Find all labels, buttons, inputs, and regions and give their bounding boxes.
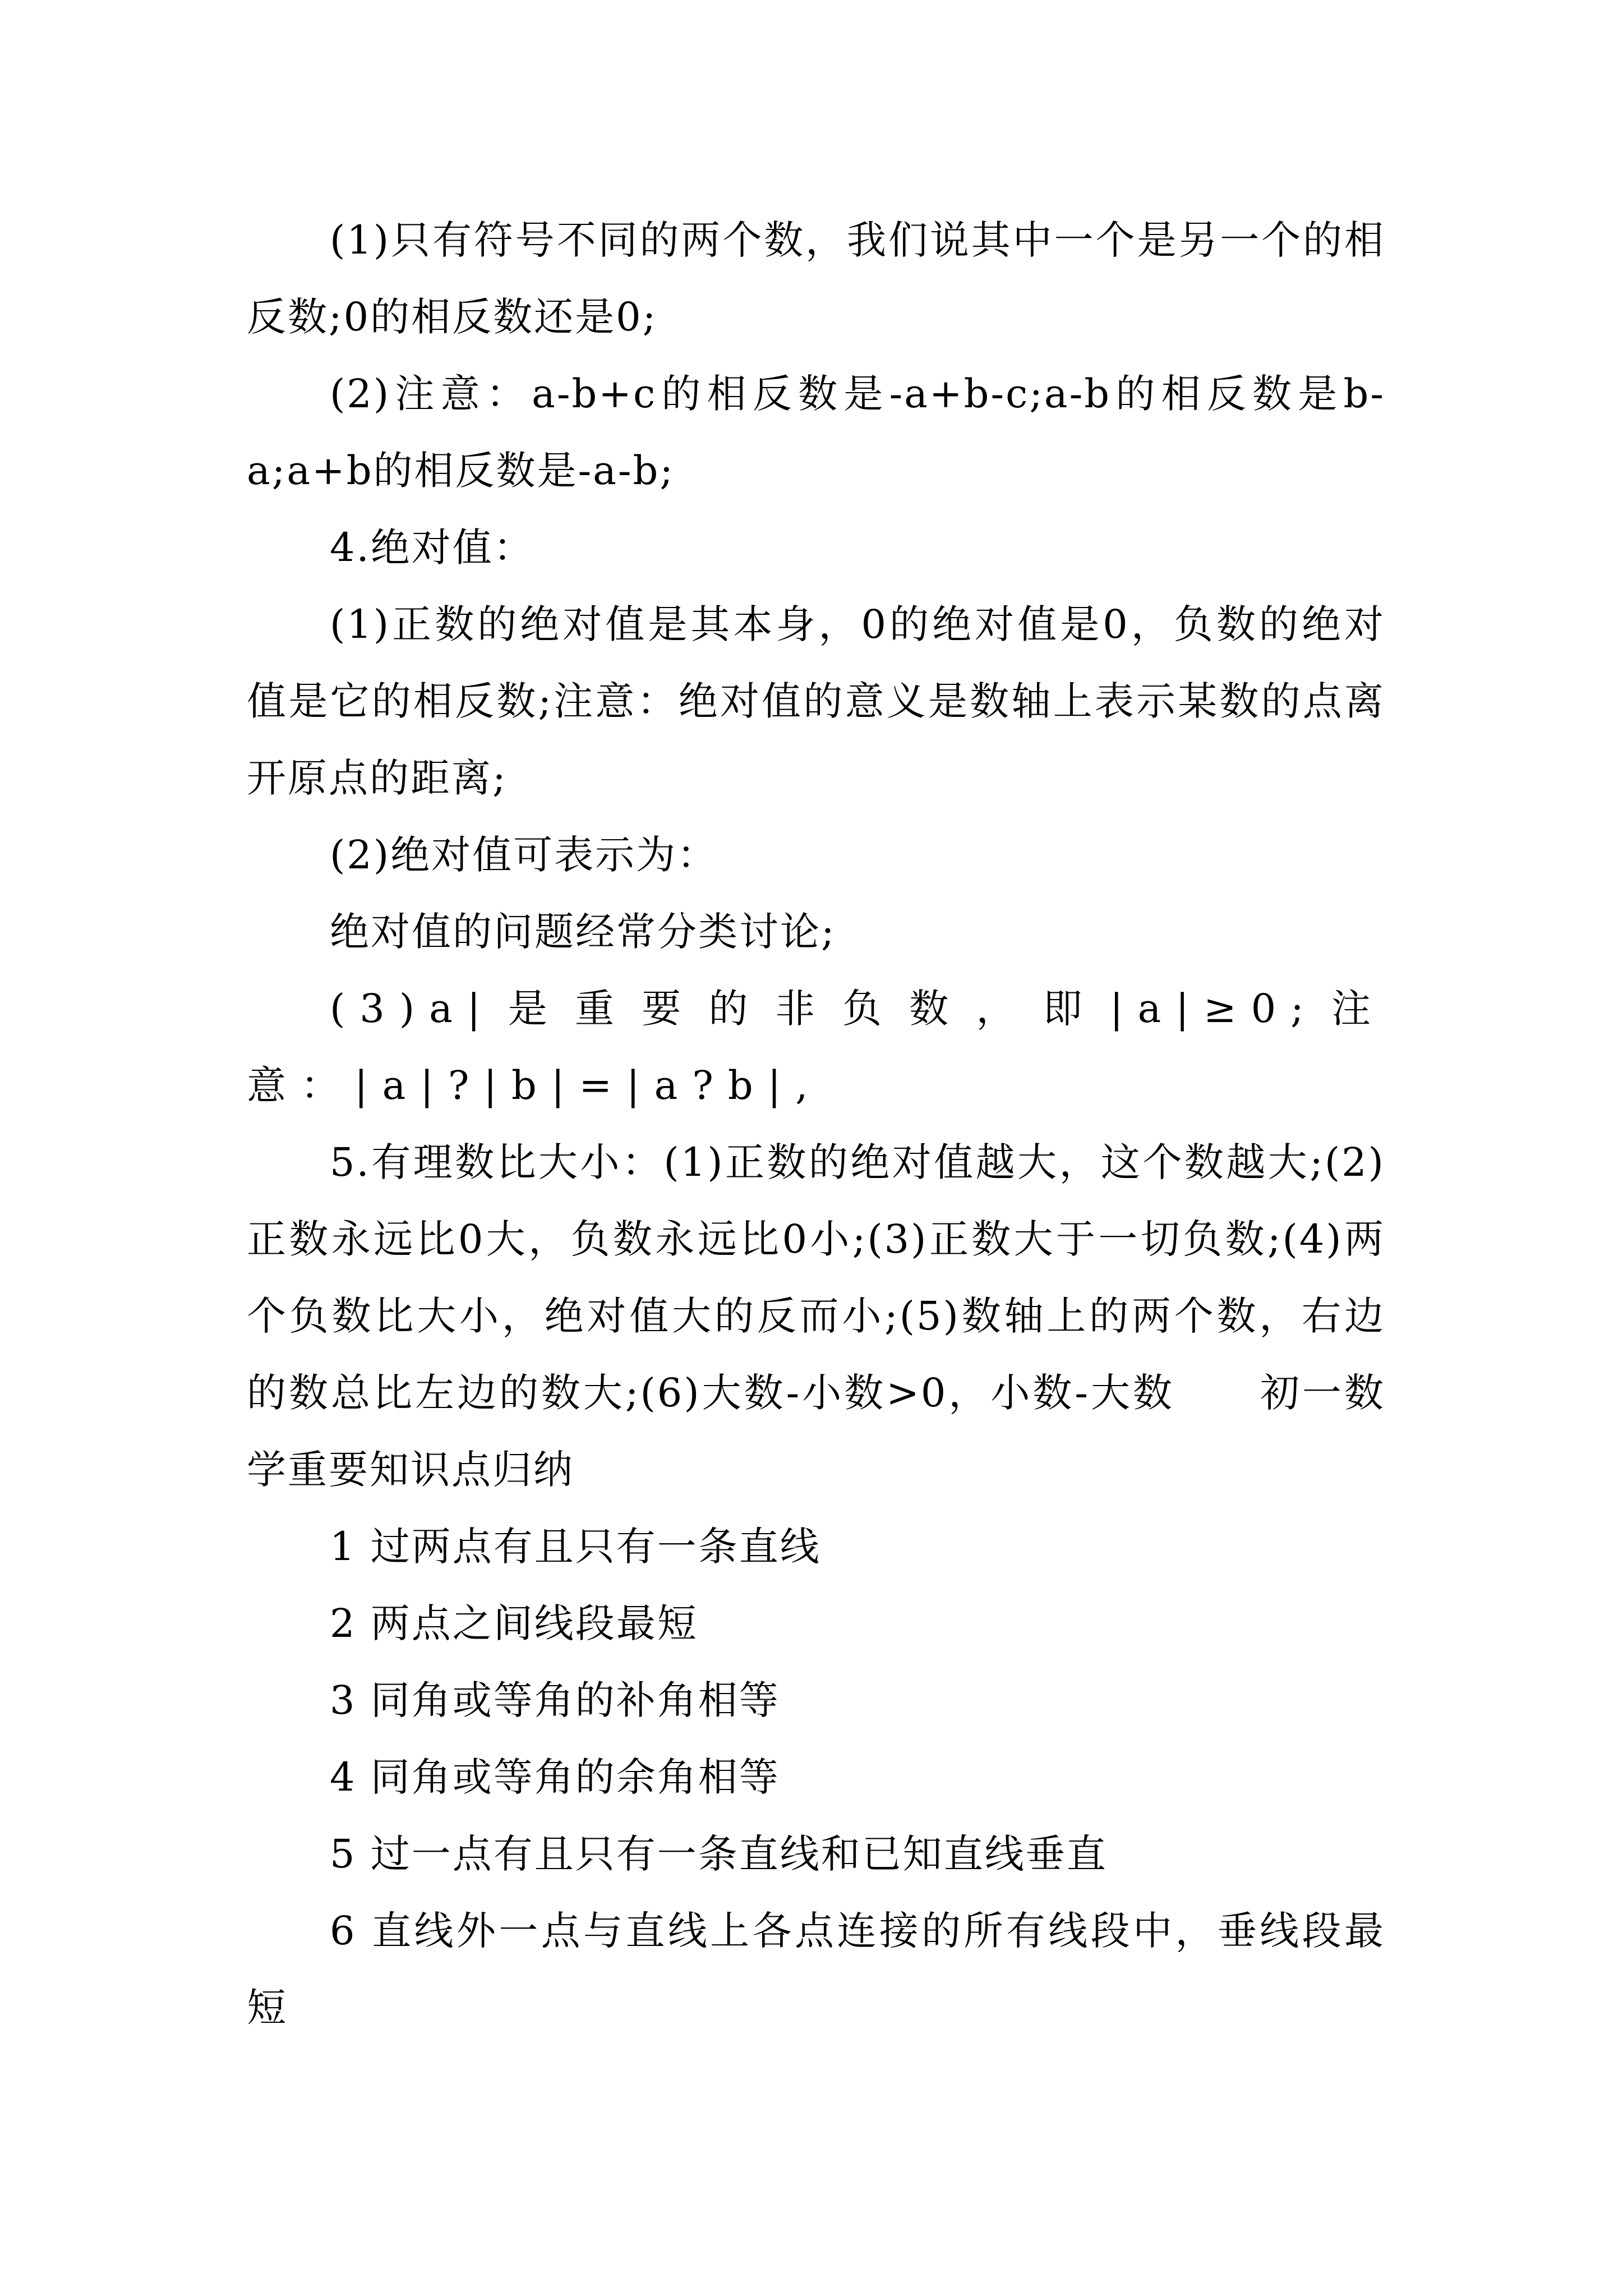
list-item-3: 3 同角或等角的补角相等	[330, 1677, 780, 1723]
paragraph-opposite-number-note: (2)注意：a-b+c的相反数是-a+b-c;a-b的相反数是b-a;a+b的相反数是-a-b;	[247, 371, 1385, 494]
list-item-6: 6 直线外一点与直线上各点连接的所有线段中，垂线段最短	[247, 1908, 1385, 2031]
paragraph-rational-compare	[247, 1124, 1385, 1508]
list-item-4: 4 同角或等角的余角相等	[330, 1754, 780, 1800]
paragraph-absolute-value-nonnegative	[247, 970, 1385, 1124]
paragraph-opposite-number-definition: (1)只有符号不同的两个数，我们说其中一个是另一个的相反数;0的相反数还是0;	[247, 217, 1385, 340]
document-body	[247, 202, 1385, 2046]
list-item-1: 1 过两点有且只有一条直线	[330, 1524, 821, 1570]
paragraph-absolute-value-expression: (2)绝对值可表示为：	[330, 832, 718, 878]
section-heading-key-points: 初一数学重要知识点归纳	[247, 1370, 1386, 1493]
rational-compare-text: 5.有理数比大小：(1)正数的绝对值越大，这个数越大;(2)正数永远比0大，负数永远比0小;(3)正数大于一切负数;(4)两个负数比大小，绝对值大的反而小;(5)数轴上的两个数，右边的数总比左边的数大;(6)大数-小数>0，小数-大数	[247, 1139, 1385, 1416]
paragraph-absolute-value-discussion: 绝对值的问题经常分类讨论;	[330, 909, 836, 955]
list-item-5: 5 过一点有且只有一条直线和已知直线垂直	[330, 1831, 1108, 1877]
nonnegative-text: (3)a|是重要的非负数，即|a|≥0;注意：|a|?|b|=|a?b|,	[247, 986, 1385, 1108]
heading-absolute-value: 4.绝对值：	[330, 524, 534, 570]
list-item-2: 2 两点之间线段最短	[330, 1600, 698, 1646]
paragraph-absolute-value-definition: (1)正数的绝对值是其本身，0的绝对值是0，负数的绝对值是它的相反数;注意：绝对值的意义是数轴上表示某数的点离开原点的距离;	[247, 601, 1385, 801]
